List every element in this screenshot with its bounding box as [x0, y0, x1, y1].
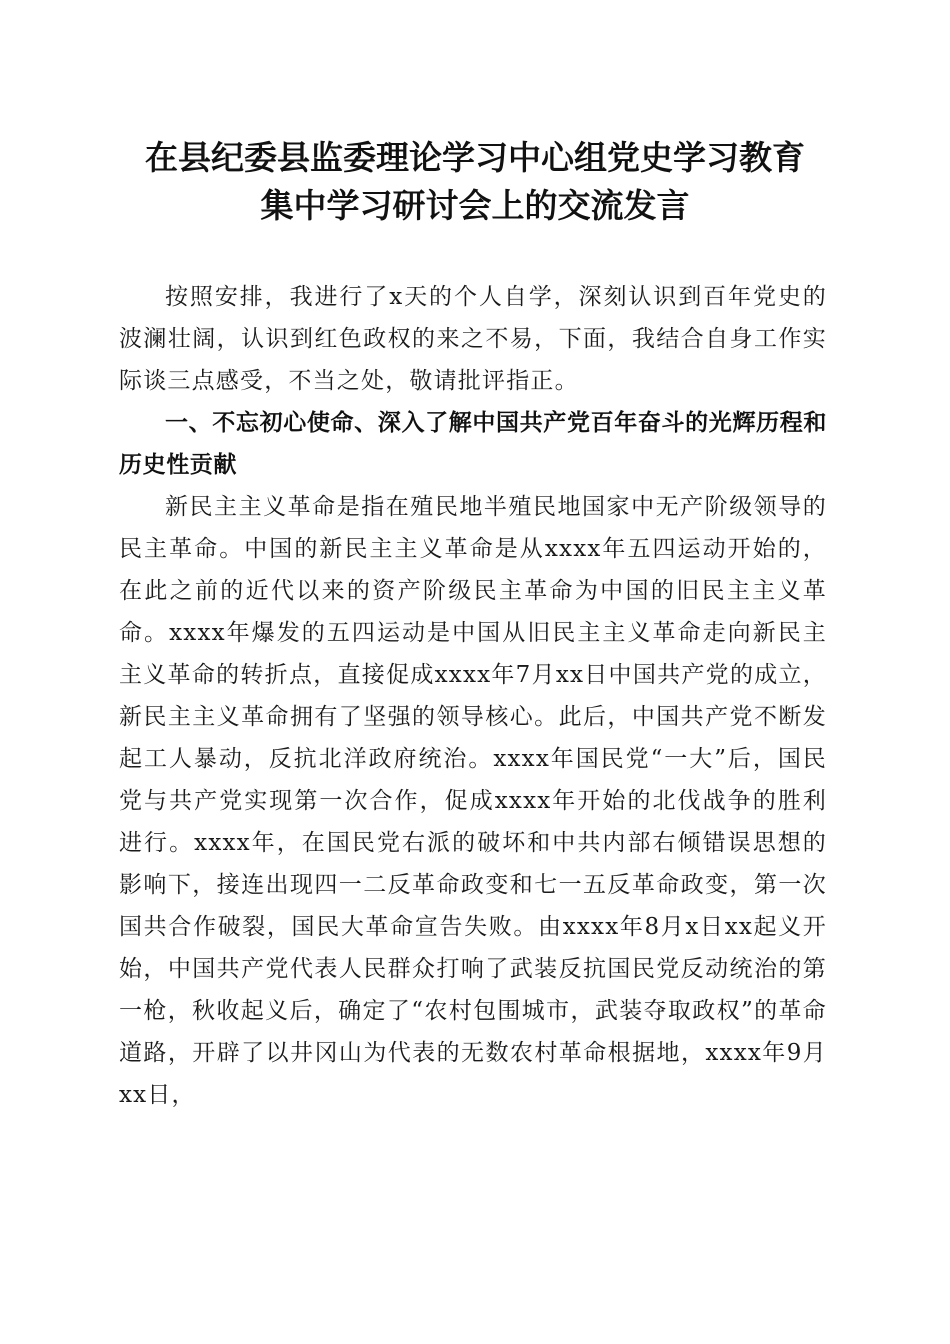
- intro-paragraph: 按照安排，我进行了x天的个人自学，深刻认识到百年党史的波澜壮阔，认识到红色政权的来之不易，下面，我结合自身工作实际谈三点感受，不当之处，敬请批评指正。: [119, 284, 827, 394]
- document-title: [110, 134, 840, 230]
- section-1-paragraph: 新民主主义革命是指在殖民地半殖民地国家中无产阶级领导的民主革命。中国的新民主主义革命是从xxxx年五四运动开始的，在此之前的近代以来的资产阶级民主革命为中国的旧民主主义革命。xxxx年爆发的五四运动是中国从旧民主主义革命走向新民主主义革命的转折点，直接促成xxxx年7月xx日中国共产党的成立，新民主主义革命拥有了坚强的领导核心。此后，中国共产党不断发起工人暴动，反抗北洋政府统治。xxxx年国民党“一大”后，国民党与共产党实现第一次合作，促成xxxx年开始的北伐战争的胜利进行。xxxx年，在国民党右派的破坏和中共内部右倾错误思想的影响下，接连出现四一二反革命政变和七一五反革命政变，第一次国共合作破裂，国民大革命宣告失败。由xxxx年8月x日xx起义开始，中国共产党代表人民群众打响了武装反抗国民党反动统治的第一枪，秋收起义后，确定了“农村包围城市，武装夺取政权”的革命道路，开辟了以井冈山为代表的无数农村革命根据地，xxxx年9月xx日，: [119, 494, 827, 1108]
- title-line-1: 在县纪委县监委理论学习中心组党史学习教育: [145, 138, 805, 177]
- section-heading-1: 一、不忘初心使命、深入了解中国共产党百年奋斗的光辉历程和历史性贡献: [119, 410, 827, 478]
- title-line-2: 集中学习研讨会上的交流发言: [260, 186, 690, 225]
- document-body: [119, 276, 827, 1116]
